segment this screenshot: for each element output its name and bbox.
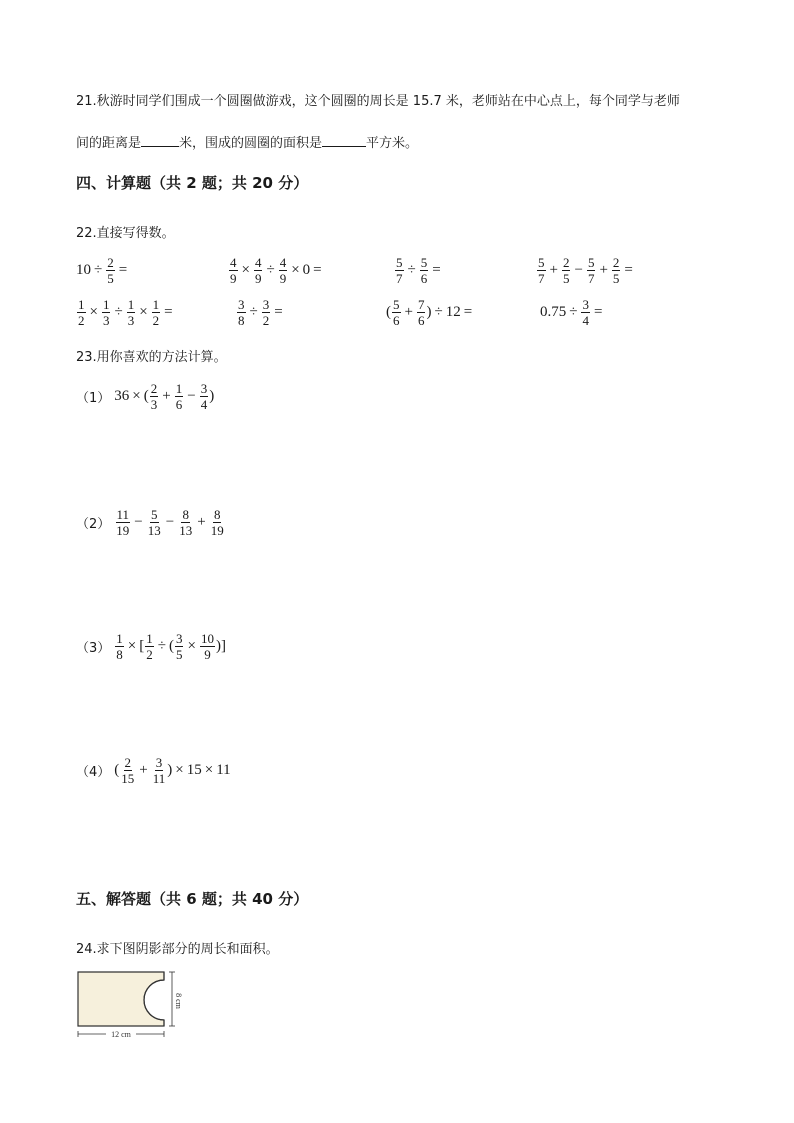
q21-text-a: 间的距离是 — [76, 136, 142, 151]
q23-part1: （1） 36 × ( $\frac{2}{3}$ + $\frac{1}{6}$ − $\frac{3}{4}$ ) — [76, 381, 215, 412]
q21-line2 — [76, 132, 418, 151]
q22-r1c4: $\frac{5}{7}$ + $\frac{2}{5}$ − $\frac{5}{7}$ + $\frac{2}{5}$ = — [538, 255, 633, 286]
q24-title: 24.求下图阴影部分的周长和面积。 — [76, 942, 279, 957]
part-label: （2） — [76, 517, 111, 532]
shaded-region — [78, 972, 164, 1026]
q22-r1c2: $\frac{4}{9}$ × $\frac{4}{9}$ ÷ $\frac{4}{9}$ × 0 = — [230, 255, 322, 286]
q21-line1: 21.秋游时同学们围成一个圆圈做游戏，这个圆圈的周长是 15.7 米，老师站在中心点上，每个同学与老师 — [76, 94, 680, 109]
q22-r1c3: $\frac{5}{7}$ ÷ $\frac{5}{6}$ = — [396, 255, 441, 286]
section-5-heading: 五、解答题（共 6 题；共 40 分） — [76, 890, 309, 908]
number: 10 — [76, 262, 91, 278]
q23-part3: （3） $\frac{1}{8}$ × [ $\frac{1}{2}$ ÷ ( $\frac{3}{5}$ × $\frac{10}{9}$ )] — [76, 631, 226, 662]
q22-r1c1: 10 ÷ $\frac{2}{5}$ = — [76, 255, 128, 286]
q23-part4: （4） ( $\frac{2}{15}$ + $\frac{3}{11}$ ) × 15 × 11 — [76, 755, 231, 786]
q21-blank-area[interactable] — [322, 145, 366, 147]
q22-r2c4: 0.75 ÷ $\frac{3}{4}$ = — [540, 297, 603, 328]
q22-r2c3: ( $\frac{5}{6}$ + $\frac{7}{6}$ ) ÷ 12 = — [386, 297, 473, 328]
section-4-heading: 四、计算题（共 2 题；共 20 分） — [76, 174, 309, 192]
part-label: （1） — [76, 391, 111, 406]
q21-blank-distance[interactable] — [141, 145, 179, 147]
q22-r2c1: $\frac{1}{2}$ × $\frac{1}{3}$ ÷ $\frac{1}{3}$ × $\frac{1}{2}$ = — [78, 297, 173, 328]
height-label: 8 cm — [174, 993, 183, 1009]
q21-text-b: 米，围成的圆圈的面积是 — [179, 136, 323, 151]
q23-title: 23.用你喜欢的方法计算。 — [76, 350, 227, 365]
fraction: $\frac{2}{5}$ — [107, 255, 114, 286]
q22-r2c2: $\frac{3}{8}$ ÷ $\frac{3}{2}$ = — [238, 297, 283, 328]
part-label: （3） — [76, 641, 111, 656]
q22-title: 22.直接写得数。 — [76, 226, 175, 241]
q21-text-c: 平方米。 — [366, 136, 419, 151]
width-label: 12 cm — [111, 1030, 131, 1039]
q23-part2: （2） $\frac{11}{19}$ − $\frac{5}{13}$ − $\frac{8}{13}$ + $\frac{8}{19}$ — [76, 507, 224, 538]
q24-figure — [76, 968, 188, 1042]
part-label: （4） — [76, 765, 111, 780]
